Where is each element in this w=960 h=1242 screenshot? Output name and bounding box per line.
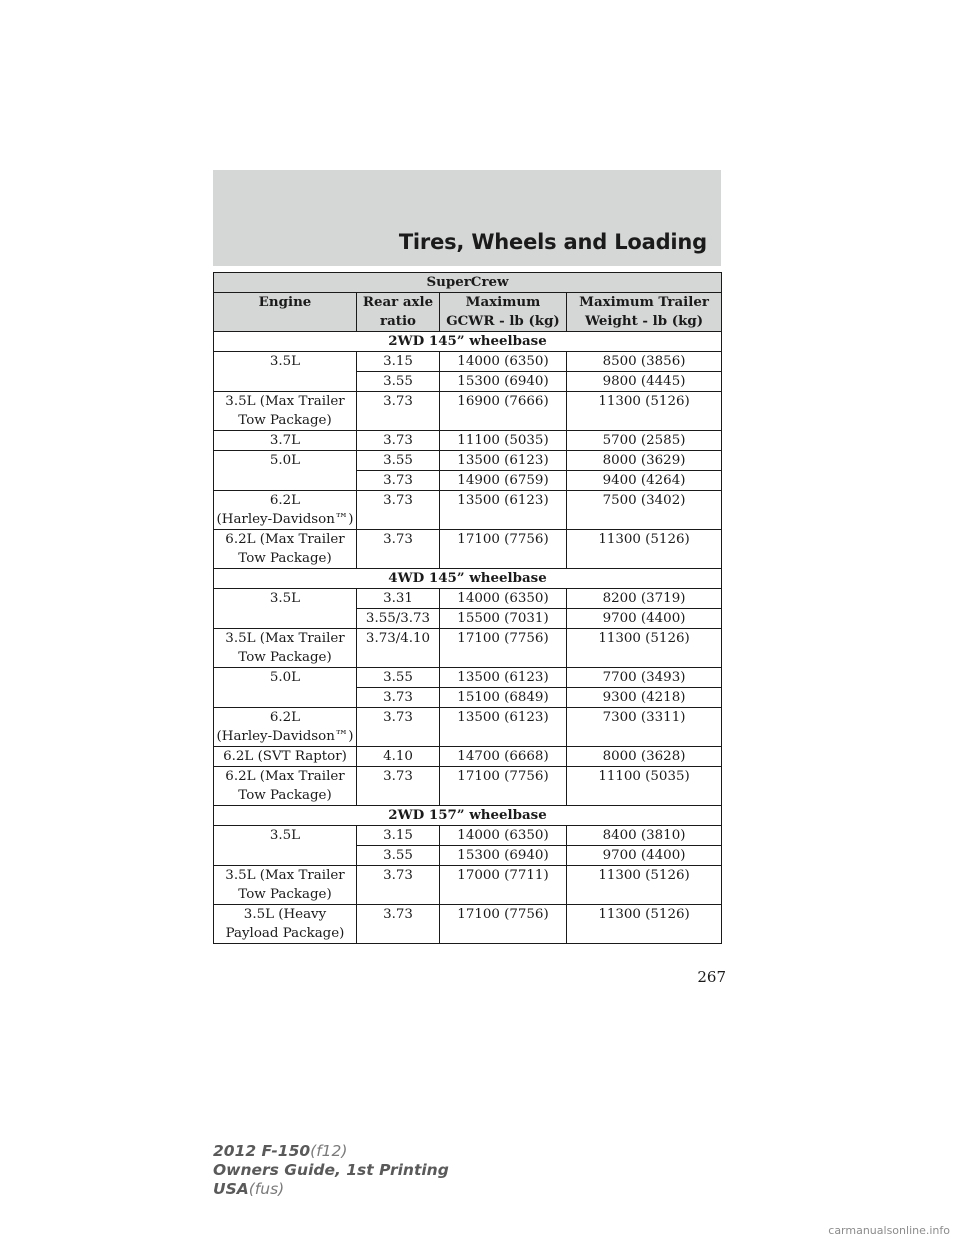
gcwr-cell: 11100 (5035) [440, 431, 567, 451]
trailer-cell: 8000 (3629) [567, 451, 722, 471]
gcwr-cell: 15100 (6849) [440, 688, 567, 708]
gcwr-cell: 17100 (7756) [440, 767, 567, 806]
engine-cell: 6.2L (SVT Raptor) [214, 747, 357, 767]
axle-cell: 3.73 [357, 866, 440, 905]
axle-cell: 3.55/3.73 [357, 609, 440, 629]
trailer-cell: 9300 (4218) [567, 688, 722, 708]
axle-cell: 3.73 [357, 530, 440, 569]
gcwr-cell: 15300 (6940) [440, 372, 567, 392]
footer-market-code: (fus) [248, 1180, 285, 1198]
table-row [214, 866, 722, 905]
gcwr-cell: 14000 (6350) [440, 589, 567, 609]
axle-cell: 3.55 [357, 668, 440, 688]
footer-model-code: (f12) [310, 1142, 348, 1160]
column-header-engine: Engine [214, 293, 357, 332]
table-row [214, 905, 722, 944]
axle-cell: 3.73 [357, 708, 440, 747]
table-row [214, 352, 722, 372]
axle-cell: 3.73 [357, 767, 440, 806]
footer-market: USA [213, 1180, 249, 1198]
gcwr-cell: 16900 (7666) [440, 392, 567, 431]
table-row [214, 431, 722, 451]
towing-spec-table [213, 272, 722, 944]
table-row [214, 668, 722, 688]
section-header-row [214, 806, 722, 826]
gcwr-cell: 13500 (6123) [440, 708, 567, 747]
watermark: carmanualsonline.info [828, 1224, 950, 1237]
gcwr-cell: 13500 (6123) [440, 668, 567, 688]
engine-cell: 3.7L [214, 431, 357, 451]
gcwr-cell: 17000 (7711) [440, 866, 567, 905]
axle-cell: 3.55 [357, 372, 440, 392]
gcwr-cell: 15300 (6940) [440, 846, 567, 866]
table-row [214, 708, 722, 747]
table-row [214, 826, 722, 846]
trailer-cell: 8500 (3856) [567, 352, 722, 372]
trailer-cell: 9800 (4445) [567, 372, 722, 392]
trailer-cell: 7500 (3402) [567, 491, 722, 530]
column-header-axle: Rear axle ratio [357, 293, 440, 332]
trailer-cell: 8000 (3628) [567, 747, 722, 767]
engine-cell: 6.2L (Harley-Davidson™) [214, 491, 357, 530]
gcwr-cell: 13500 (6123) [440, 491, 567, 530]
trailer-cell: 11100 (5035) [567, 767, 722, 806]
trailer-cell: 8400 (3810) [567, 826, 722, 846]
table-row [214, 747, 722, 767]
gcwr-cell: 13500 (6123) [440, 451, 567, 471]
trailer-cell: 11300 (5126) [567, 866, 722, 905]
section-title: 4WD 145” wheelbase [214, 569, 722, 589]
engine-cell: 3.5L (Max Trailer Tow Package) [214, 392, 357, 431]
table-row [214, 589, 722, 609]
trailer-cell: 7700 (3493) [567, 668, 722, 688]
axle-cell: 3.73 [357, 688, 440, 708]
gcwr-cell: 17100 (7756) [440, 629, 567, 668]
trailer-cell: 11300 (5126) [567, 530, 722, 569]
trailer-cell: 11300 (5126) [567, 392, 722, 431]
engine-cell: 6.2L (Max Trailer Tow Package) [214, 530, 357, 569]
section-title: 2WD 145” wheelbase [214, 332, 722, 352]
page-number: 267 [697, 968, 726, 986]
gcwr-cell: 15500 (7031) [440, 609, 567, 629]
engine-cell: 6.2L (Harley-Davidson™) [214, 708, 357, 747]
table-row [214, 392, 722, 431]
trailer-cell: 5700 (2585) [567, 431, 722, 451]
axle-cell: 3.55 [357, 451, 440, 471]
trailer-cell: 9700 (4400) [567, 609, 722, 629]
axle-cell: 3.73/4.10 [357, 629, 440, 668]
trailer-cell: 11300 (5126) [567, 629, 722, 668]
table-row [214, 451, 722, 471]
document-footer [213, 1142, 449, 1199]
section-title: Tires, Wheels and Loading [398, 230, 707, 254]
engine-cell: 3.5L [214, 826, 357, 866]
gcwr-cell: 17100 (7756) [440, 905, 567, 944]
trailer-cell: 8200 (3719) [567, 589, 722, 609]
gcwr-cell: 14000 (6350) [440, 352, 567, 372]
gcwr-cell: 17100 (7756) [440, 530, 567, 569]
axle-cell: 3.73 [357, 471, 440, 491]
column-header-gcwr: Maximum GCWR - lb (kg) [440, 293, 567, 332]
footer-edition: Owners Guide, 1st Printing [213, 1161, 449, 1179]
gcwr-cell: 14700 (6668) [440, 747, 567, 767]
trailer-cell: 11300 (5126) [567, 905, 722, 944]
table-row [214, 491, 722, 530]
table-title: SuperCrew [214, 273, 722, 293]
axle-cell: 3.73 [357, 431, 440, 451]
engine-cell: 5.0L [214, 451, 357, 491]
trailer-cell: 7300 (3311) [567, 708, 722, 747]
axle-cell: 3.31 [357, 589, 440, 609]
engine-cell: 3.5L [214, 589, 357, 629]
axle-cell: 3.73 [357, 491, 440, 530]
gcwr-cell: 14000 (6350) [440, 826, 567, 846]
axle-cell: 3.15 [357, 352, 440, 372]
trailer-cell: 9400 (4264) [567, 471, 722, 491]
axle-cell: 3.15 [357, 826, 440, 846]
column-header-trailer: Maximum Trailer Weight - lb (kg) [567, 293, 722, 332]
section-header-bar [213, 170, 721, 266]
footer-model: 2012 F-150 [213, 1142, 311, 1160]
axle-cell: 3.73 [357, 905, 440, 944]
engine-cell: 3.5L (Max Trailer Tow Package) [214, 866, 357, 905]
section-header-row [214, 332, 722, 352]
table-row [214, 767, 722, 806]
section-title: 2WD 157” wheelbase [214, 806, 722, 826]
gcwr-cell: 14900 (6759) [440, 471, 567, 491]
engine-cell: 5.0L [214, 668, 357, 708]
engine-cell: 3.5L (Max Trailer Tow Package) [214, 629, 357, 668]
axle-cell: 4.10 [357, 747, 440, 767]
table-row [214, 530, 722, 569]
trailer-cell: 9700 (4400) [567, 846, 722, 866]
axle-cell: 3.55 [357, 846, 440, 866]
engine-cell: 3.5L [214, 352, 357, 392]
engine-cell: 3.5L (Heavy Payload Package) [214, 905, 357, 944]
axle-cell: 3.73 [357, 392, 440, 431]
section-header-row [214, 569, 722, 589]
engine-cell: 6.2L (Max Trailer Tow Package) [214, 767, 357, 806]
table-row [214, 629, 722, 668]
